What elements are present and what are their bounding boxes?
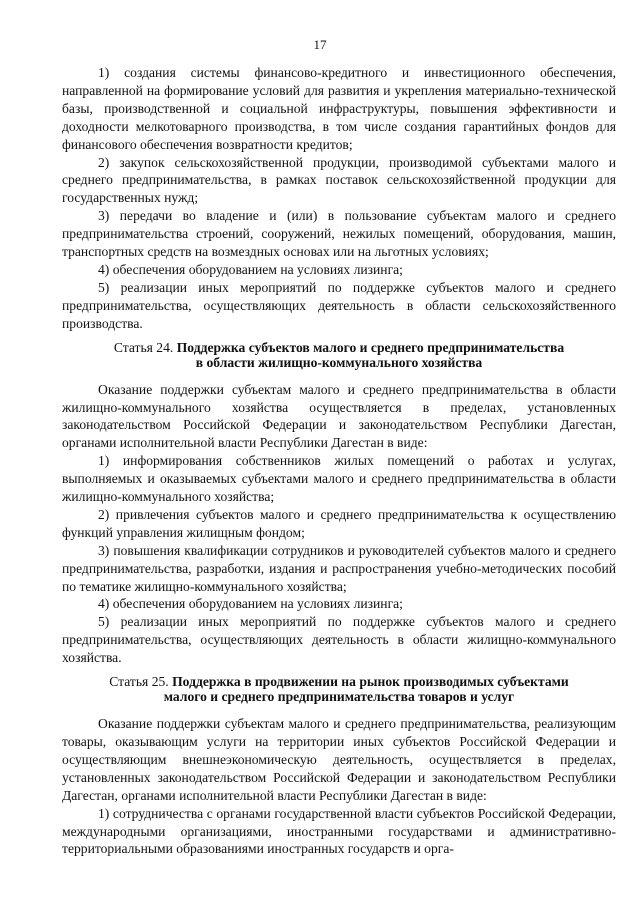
paragraph: 5) реализации иных мероприятий по поддержке субъектов малого и среднего предпринимательства, осуществляющих деятельность в области жилищно-коммунального хозяйства. <box>62 614 616 666</box>
article-number: Статья 24. <box>113 339 174 355</box>
page-number: 17 <box>313 37 327 52</box>
paragraph: 2) привлечения субъектов малого и среднего предпринимательства к осуществлению функций управления жилищным фондом; <box>62 506 616 540</box>
article-24-heading <box>62 340 616 370</box>
paragraph: Оказание поддержки субъектам малого и среднего предпринимательства в области жилищно-коммунального хозяйства осуществляется в пределах, установленных законодательством Российской Федерации и законодательством Республики Дагестан, органами исполнительной власти Республики Дагестан в виде: <box>62 381 616 451</box>
article-title-continued: малого и среднего предпринимательства товаров и услуг <box>163 689 515 705</box>
article-title: Поддержка субъектов малого и среднего предпринимательства <box>176 339 565 355</box>
paragraph: 4) обеспечения оборудованием на условиях лизинга; <box>98 261 403 277</box>
paragraph: 4) обеспечения оборудованием на условиях лизинга; <box>98 596 403 612</box>
article-title: Поддержка в продвижении на рынок производимых субъектами <box>172 674 569 690</box>
paragraph: 2) закупок сельскохозяйственной продукции, производимой субъектами малого и среднего предпринимательства, в рамках поставок сельскохозяйственной продукции для государственных нужд; <box>62 154 616 206</box>
document-body <box>62 64 616 858</box>
article-25-heading <box>62 674 616 704</box>
paragraph: 1) информирования собственников жилых помещений о работах и услугах, выполняемых и оказываемых субъектами малого и среднего предпринимательства в области жилищно-коммунального хозяйства; <box>62 453 616 505</box>
paragraph: 5) реализации иных мероприятий по поддержке субъектов малого и среднего предпринимательства, осуществляющих деятельность в области сельскохозяйственного производства. <box>62 279 616 331</box>
paragraph: 3) повышения квалификации сотрудников и руководителей субъектов малого и среднего предпринимательства, разработки, издания и распространения учебно-методических пособий по тематике жилищно-коммунального хозяйства; <box>62 542 616 594</box>
article-number: Статья 25. <box>109 674 169 690</box>
article-title-continued: в области жилищно-коммунального хозяйства <box>195 354 483 370</box>
paragraph: Оказание поддержки субъектам малого и среднего предпринимательства, реализующим товары, оказывающим услуги на территории иных субъектов Российской Федерации и осуществляющим внешнеэкономическую деятельность, осуществляется в пределах, установленных законодательством Российской Федерации и законодательством Республики Дагестан, органами исполнительной власти Республики Дагестан в виде: <box>62 716 616 803</box>
paragraph: 3) передачи во владение и (или) в пользование субъектам малого и среднего предпринимательства строений, сооружений, нежилых помещений, оборудования, машин, транспортных средств на возмездных основах или на льготных условиях; <box>62 208 616 260</box>
paragraph: 1) создания системы финансово-кредитного и инвестиционного обеспечения, направленной на формирование условий для развития и укрепления материально-технической базы, производственной и социальной инфраструктуры, повышения эффективности и доходности мелкотоварного производства, в том числе создания гарантийных фондов для финансового обеспечения возвратности кредитов; <box>62 65 616 152</box>
paragraph: 1) сотрудничества с органами государственной власти субъектов Российской Федерации, международными организациями, иностранными государствами и административно-территориальными образованиями иностранных государств и орга- <box>62 805 616 857</box>
